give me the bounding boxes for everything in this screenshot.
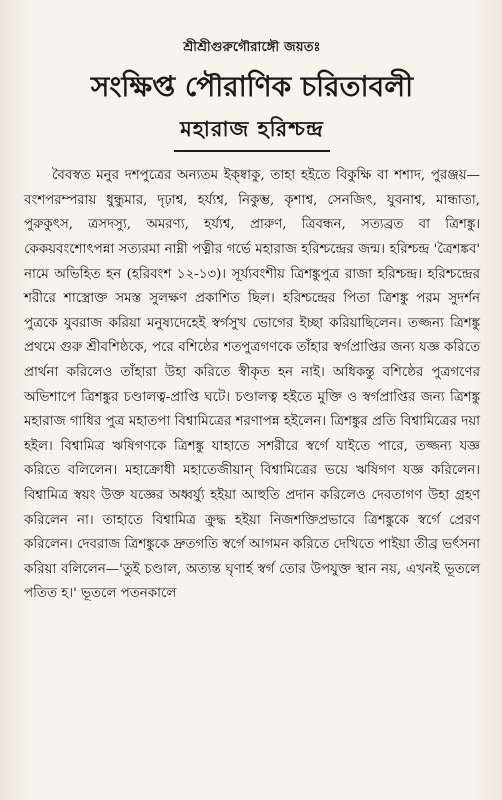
chapter-title-text: মহারাজ হরিশ্চন্দ্র <box>174 113 330 152</box>
invocation-line: শ্রীশ্রীগুরুগৌরাঙ্গৌ জয়তঃ <box>183 40 321 55</box>
chapter-title <box>24 113 480 152</box>
book-title: সংক্ষিপ্ত পৌরাণিক চরিতাবলী <box>90 70 414 103</box>
body-paragraph: বৈবস্বত মনুর দশপুত্রের অন্যতম ইক্ষ্বাকু, তাহা হইতে বিকুক্ষি বা শশাদ, পুরঞ্জয়—বংশপরম্পরায় ধুন্ধুমার, দৃঢ়াশ্ব, হর্য্যশ্ব, নিকুম্ভ, কৃশাশ্ব, সেনজিৎ, যুবনাশ্ব, মান্ধাতা, পুরুকুৎস, ত্রসদস্যু, অমরণ্য, হর্য্যশ্ব, প্রারুণ, ত্রিবন্ধন, সত্যব্রত বা ত্রিশঙ্কু। কেকয়বংশোৎপন্না সত্যরমা নাম্নী পত্নীর গর্ভে মহারাজ হরিশ্চন্দ্রের জন্ম। হরিশ্চন্দ্র 'ত্রৈশঙ্কব' নামে অভিহিত হন (হরিবংশ ১২-১৩)। সূর্য্যবংশীয় ত্রিশঙ্কুপুত্র রাজা হরিশ্চন্দ্র। হরিশ্চন্দ্রের শরীরে শাস্ত্রোক্ত সমস্ত সুলক্ষণ প্রকাশিত ছিল। হরিশ্চন্দ্রের পিতা ত্রিশঙ্কু পরম সুদর্শন পুত্রকে যুবরাজ করিয়া মনুষ্যদেহেই স্বর্গসুখ ভোগের ইচ্ছা করিয়াছিলেন। তজ্জন্য ত্রিশঙ্কু প্রথমে গুরু শ্রীবশিষ্ঠকে, পরে বশিষ্ঠের শতপুত্রগণকে তাঁহার স্বর্গপ্রাপ্তির জন্য যজ্ঞ করিতে প্রার্থনা করিলেও তাঁহারা উহা করিতে স্বীকৃত হন নাই। অধিকন্তু বশিষ্ঠের পুত্রগণের অভিশাপে ত্রিশঙ্কুর চণ্ডালত্ব-প্রাপ্তি ঘটে। চণ্ডালত্ব হইতে মুক্তি ও স্বর্গপ্রাপ্তির জন্য ত্রিশঙ্কু মহারাজ গাধির পুত্র মহাতপা বিশ্বামিত্রের শরণাপন্ন হইলেন। ত্রিশঙ্কুর প্রতি বিশ্বামিত্রের দয়া হইল। বিশ্বামিত্র ঋষিগণকে ত্রিশঙ্কু যাহাতে সশরীরে স্বর্গে যাইতে পারে, তজ্জন্য যজ্ঞ করিতে বলিলেন। মহাক্রোধী মহাতেজীয়ান্ বিশ্বামিত্রের ভয়ে ঋষিগণ যজ্ঞ করিলেন। বিশ্বামিত্র স্বয়ং উক্ত যজ্ঞের অধ্বর্য্যু হইয়া আহুতি প্রদান করিলেও দেবতাগণ উহা গ্রহণ করিলেন না। তাহাতে বিশ্বামিত্র ক্রুদ্ধ হইয়া নিজশক্তিপ্রভাবে ত্রিশঙ্কুকে স্বর্গে প্রেরণ করিলেন। দেবরাজ ত্রিশঙ্কুকে দ্রুতগতি স্বর্গে আগমন করিতে দেখিতে পাইয়া তীব্র ভর্ৎসনা করিয়া বলিলেন—'তুই চণ্ডাল, অত্যন্ত ঘৃণার্হ স্বর্গ তোর উপযুক্ত স্থান নয়, এখনই ভূতলে পতিত হ।' ভূতলে পতনকালে <box>24 168 480 602</box>
